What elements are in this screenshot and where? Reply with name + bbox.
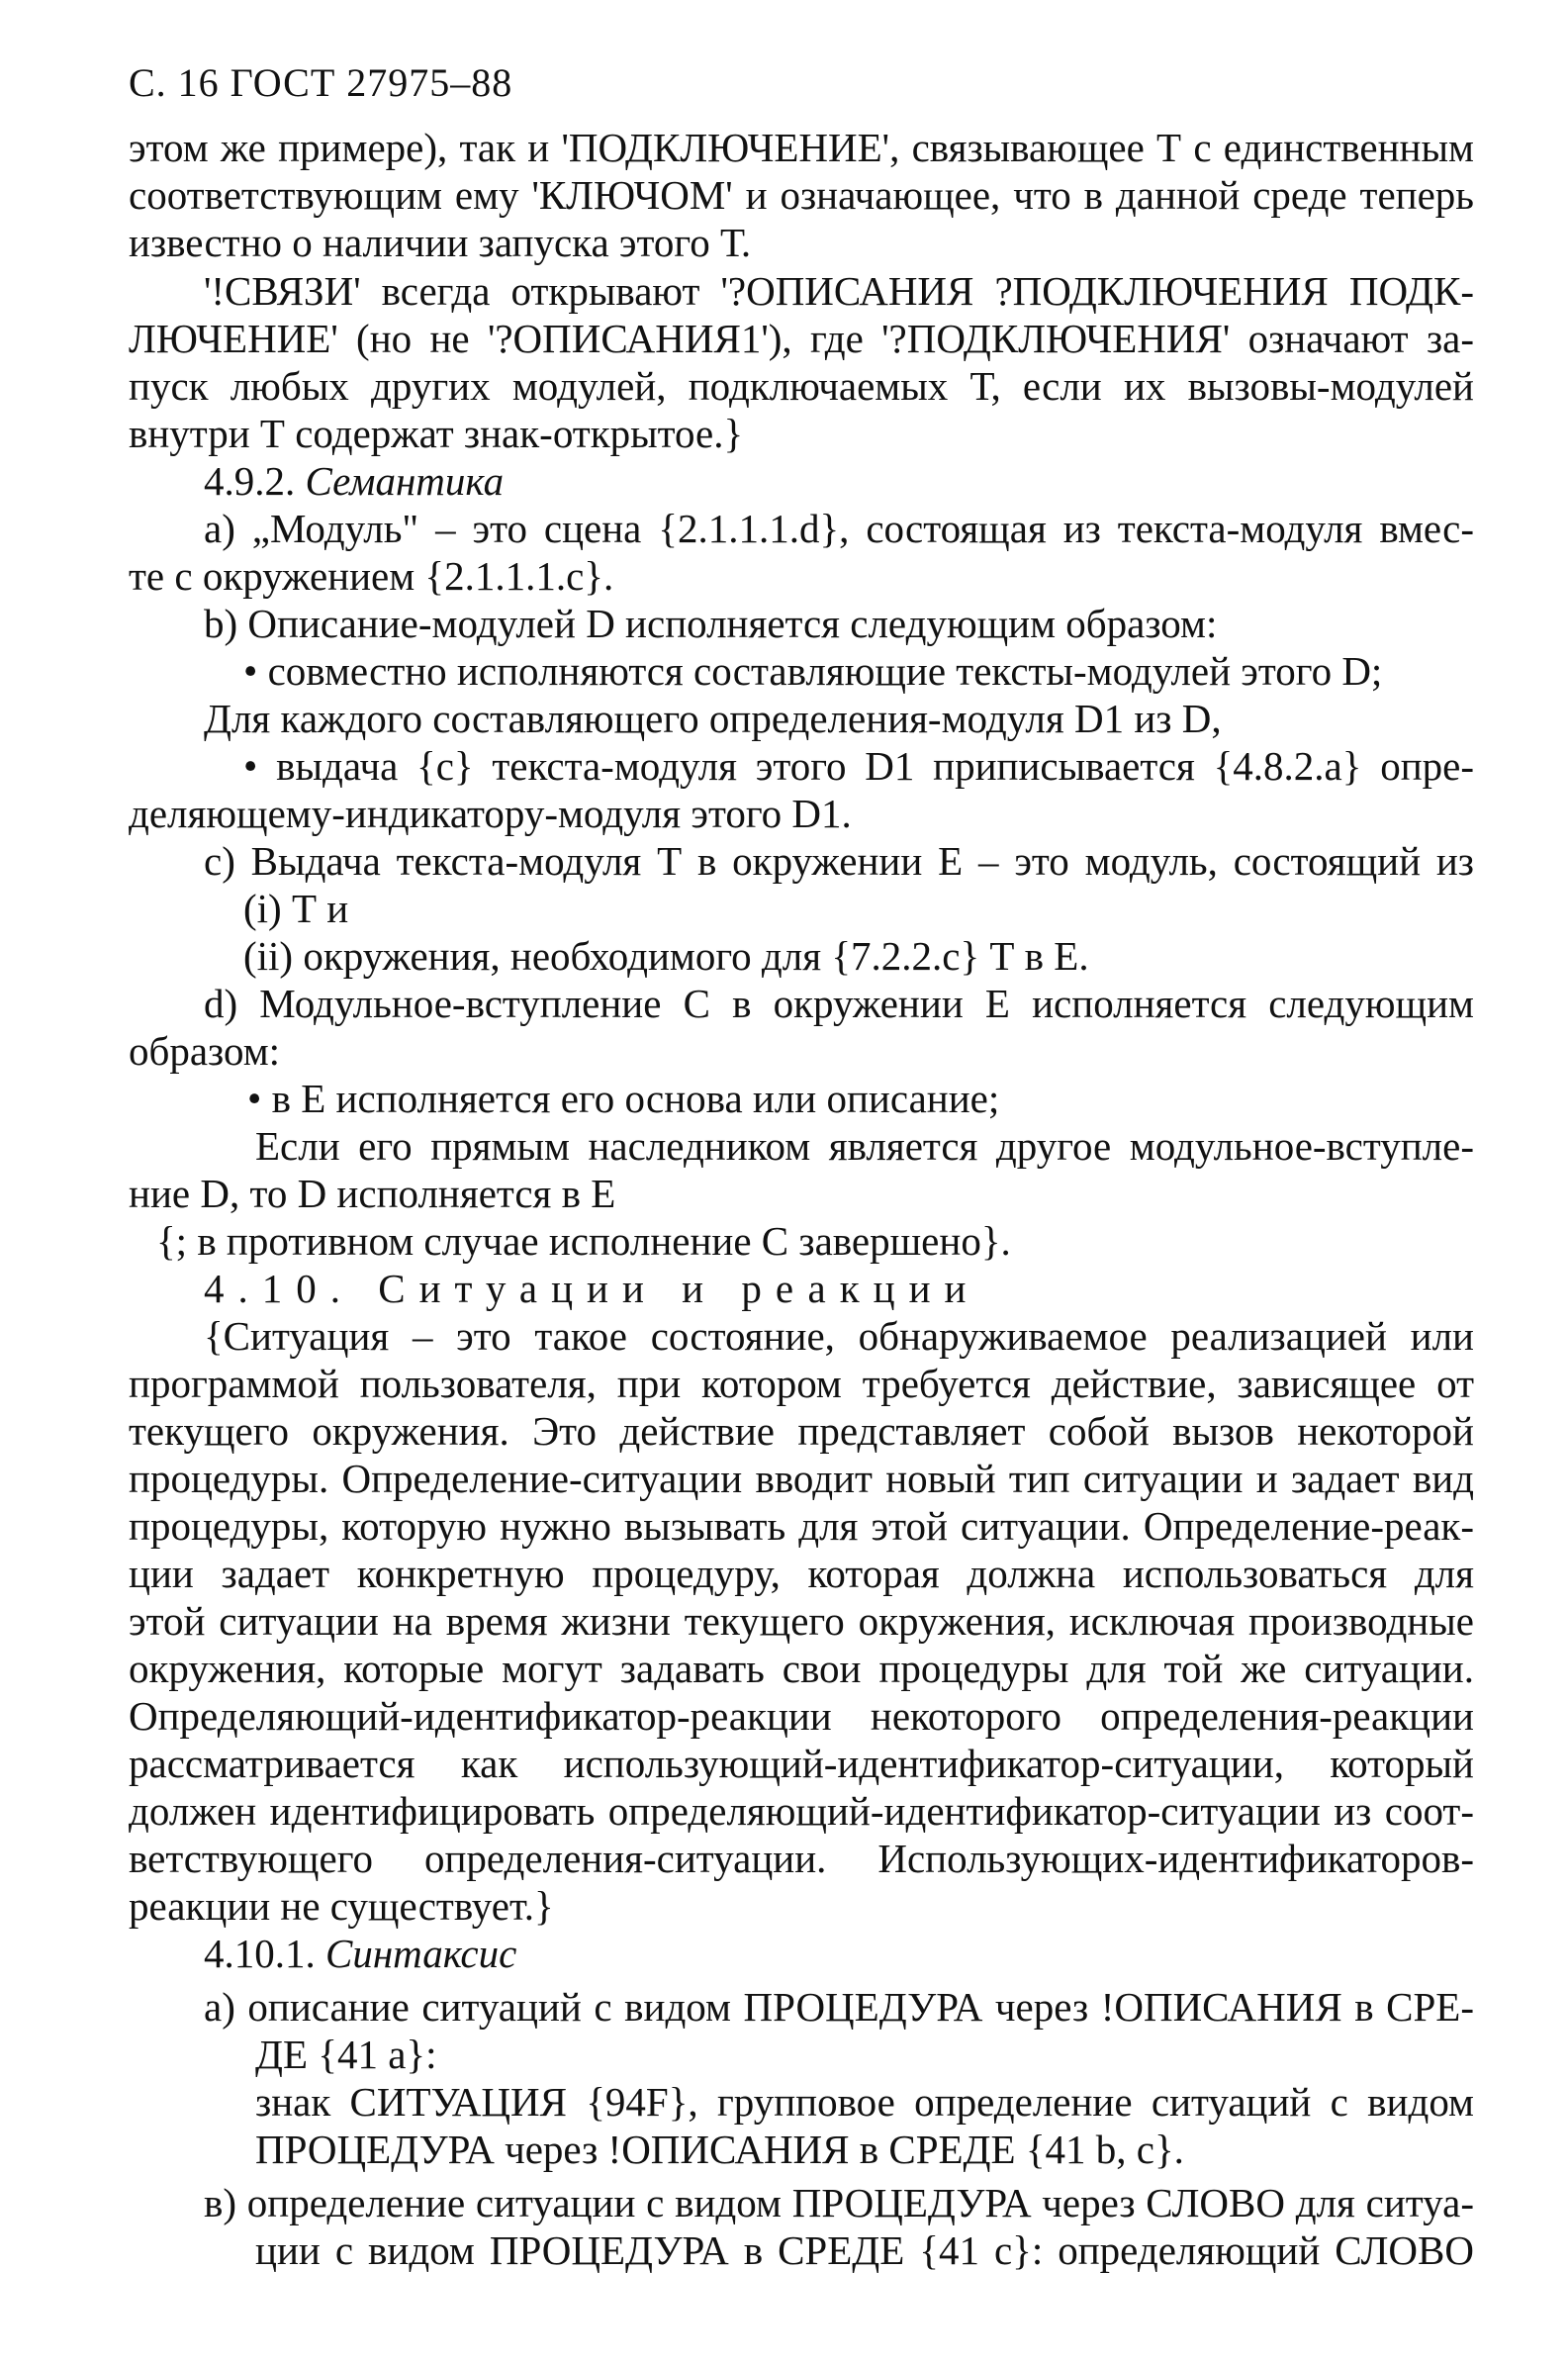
heading-emphasis: Синтаксис <box>325 1931 517 1976</box>
text-line: должен идентифицировать определяющий-идентификатор-ситуации из соот- <box>129 1788 1474 1834</box>
subsection-heading: 4.9.2. Семантика <box>204 458 505 504</box>
text-line: этой ситуации на время жизни текущего окружения, исключая производные <box>129 1598 1474 1644</box>
text-line: • выдача {c} текста-модуля этого D1 приписывается {4.8.2.a} опре- <box>243 743 1474 789</box>
text-line: (i) Т и <box>243 886 349 931</box>
text-line: a) описание ситуаций с видом ПРОЦЕДУРА через !ОПИСАНИЯ в СРЕ- <box>204 1984 1474 2030</box>
text-line: реакции не существует.} <box>129 1883 554 1929</box>
text-line: те с окружением {2.1.1.1.c}. <box>129 553 614 599</box>
text-line: окружения, которые могут задавать свои процедуры для той же ситуации. <box>129 1646 1474 1691</box>
text-line: c) Выдача текста-модуля Т в окружении Е – это модуль, состоящий из <box>204 838 1474 884</box>
text-line: Определяющий-идентификатор-реакции некоторого определения-реакции <box>129 1693 1474 1739</box>
text-line: ции задает конкретную процедуру, которая должна использоваться для <box>129 1551 1474 1596</box>
text-line: ние D, то D исполняется в Е <box>129 1171 616 1216</box>
text-line: программой пользователя, при котором требуется действие, зависящее от <box>129 1361 1474 1406</box>
text-line: ветствующего определения-ситуации. Использующих-идентификаторов- <box>129 1836 1474 1881</box>
text-line: соответствующим ему 'КЛЮЧОМ' и означающее, что в данной среде теперь <box>129 172 1474 218</box>
text-line: знак СИТУАЦИЯ {94F}, групповое определение ситуаций с видом <box>255 2079 1474 2125</box>
text-line: b) Описание-модулей D исполняется следующим образом: <box>204 601 1218 646</box>
text-line: • в Е исполняется его основа или описание; <box>247 1076 1000 1121</box>
text-line: • совместно исполняются составляющие тексты-модулей этого D; <box>243 648 1383 694</box>
text-line: ЛЮЧЕНИЕ' (но не '?ОПИСАНИЯ1'), где '?ПОДКЛЮЧЕНИЯ' означают за- <box>129 316 1474 361</box>
text-line: известно о наличии запуска этого Т. <box>129 220 752 265</box>
text-line: Для каждого составляющего определения-модуля D1 из D, <box>204 696 1222 741</box>
text-line: d) Модульное-вступление С в окружении Е исполняется следующим <box>204 981 1474 1026</box>
text-line: (ii) окружения, необходимого для {7.2.2.c} Т в Е. <box>243 933 1089 979</box>
text-line: процедуры, которую нужно вызывать для этой ситуации. Определение-реак- <box>129 1503 1474 1549</box>
text-line: этом же примере), так и 'ПОДКЛЮЧЕНИЕ', связывающее Т с единственным <box>129 125 1474 170</box>
section-heading: 4.10. Ситуации и реакции <box>204 1266 980 1311</box>
heading-emphasis: Семантика <box>305 458 505 504</box>
text-line: ДЕ {41 a}: <box>255 2032 437 2077</box>
text-line: в) определение ситуации с видом ПРОЦЕДУРА через СЛОВО для ситуа- <box>204 2180 1474 2225</box>
text-line: внутри Т содержат знак-открытое.} <box>129 411 744 456</box>
text-line: '!СВЯЗИ' всегда открывают '?ОПИСАНИЯ ?ПОДКЛЮЧЕНИЯ ПОДК- <box>204 268 1474 314</box>
text-line: Если его прямым наследником является другое модульное-вступле- <box>255 1123 1474 1169</box>
text-line: a) „Модуль" – это сцена {2.1.1.1.d}, состоящая из текста-модуля вмес- <box>204 506 1474 551</box>
text-line: пуск любых других модулей, подключаемых Т, если их вызовы-модулей <box>129 363 1474 409</box>
text-line: {; в противном случае исполнение С завершено}. <box>156 1218 1011 1264</box>
subsection-heading: 4.10.1. Синтаксис <box>204 1931 517 1976</box>
text-line: процедуры. Определение-ситуации вводит новый тип ситуации и задает вид <box>129 1456 1474 1501</box>
text-line: образом: <box>129 1028 281 1074</box>
text-line: деляющему-индикатору-модуля этого D1. <box>129 791 852 836</box>
text-line: ции с видом ПРОЦЕДУРА в СРЕДЕ {41 c}: определяющий СЛОВО <box>255 2227 1474 2273</box>
text-line: текущего окружения. Это действие представляет собой вызов некоторой <box>129 1408 1474 1454</box>
page-header: С. 16 ГОСТ 27975–88 <box>129 60 513 105</box>
text-line: рассматривается как использующий-идентификатор-ситуации, который <box>129 1741 1474 1786</box>
text-line: {Ситуация – это такое состояние, обнаруживаемое реализацией или <box>204 1313 1474 1359</box>
text-line: ПРОЦЕДУРА через !ОПИСАНИЯ в СРЕДЕ {41 b, c}. <box>255 2127 1184 2172</box>
